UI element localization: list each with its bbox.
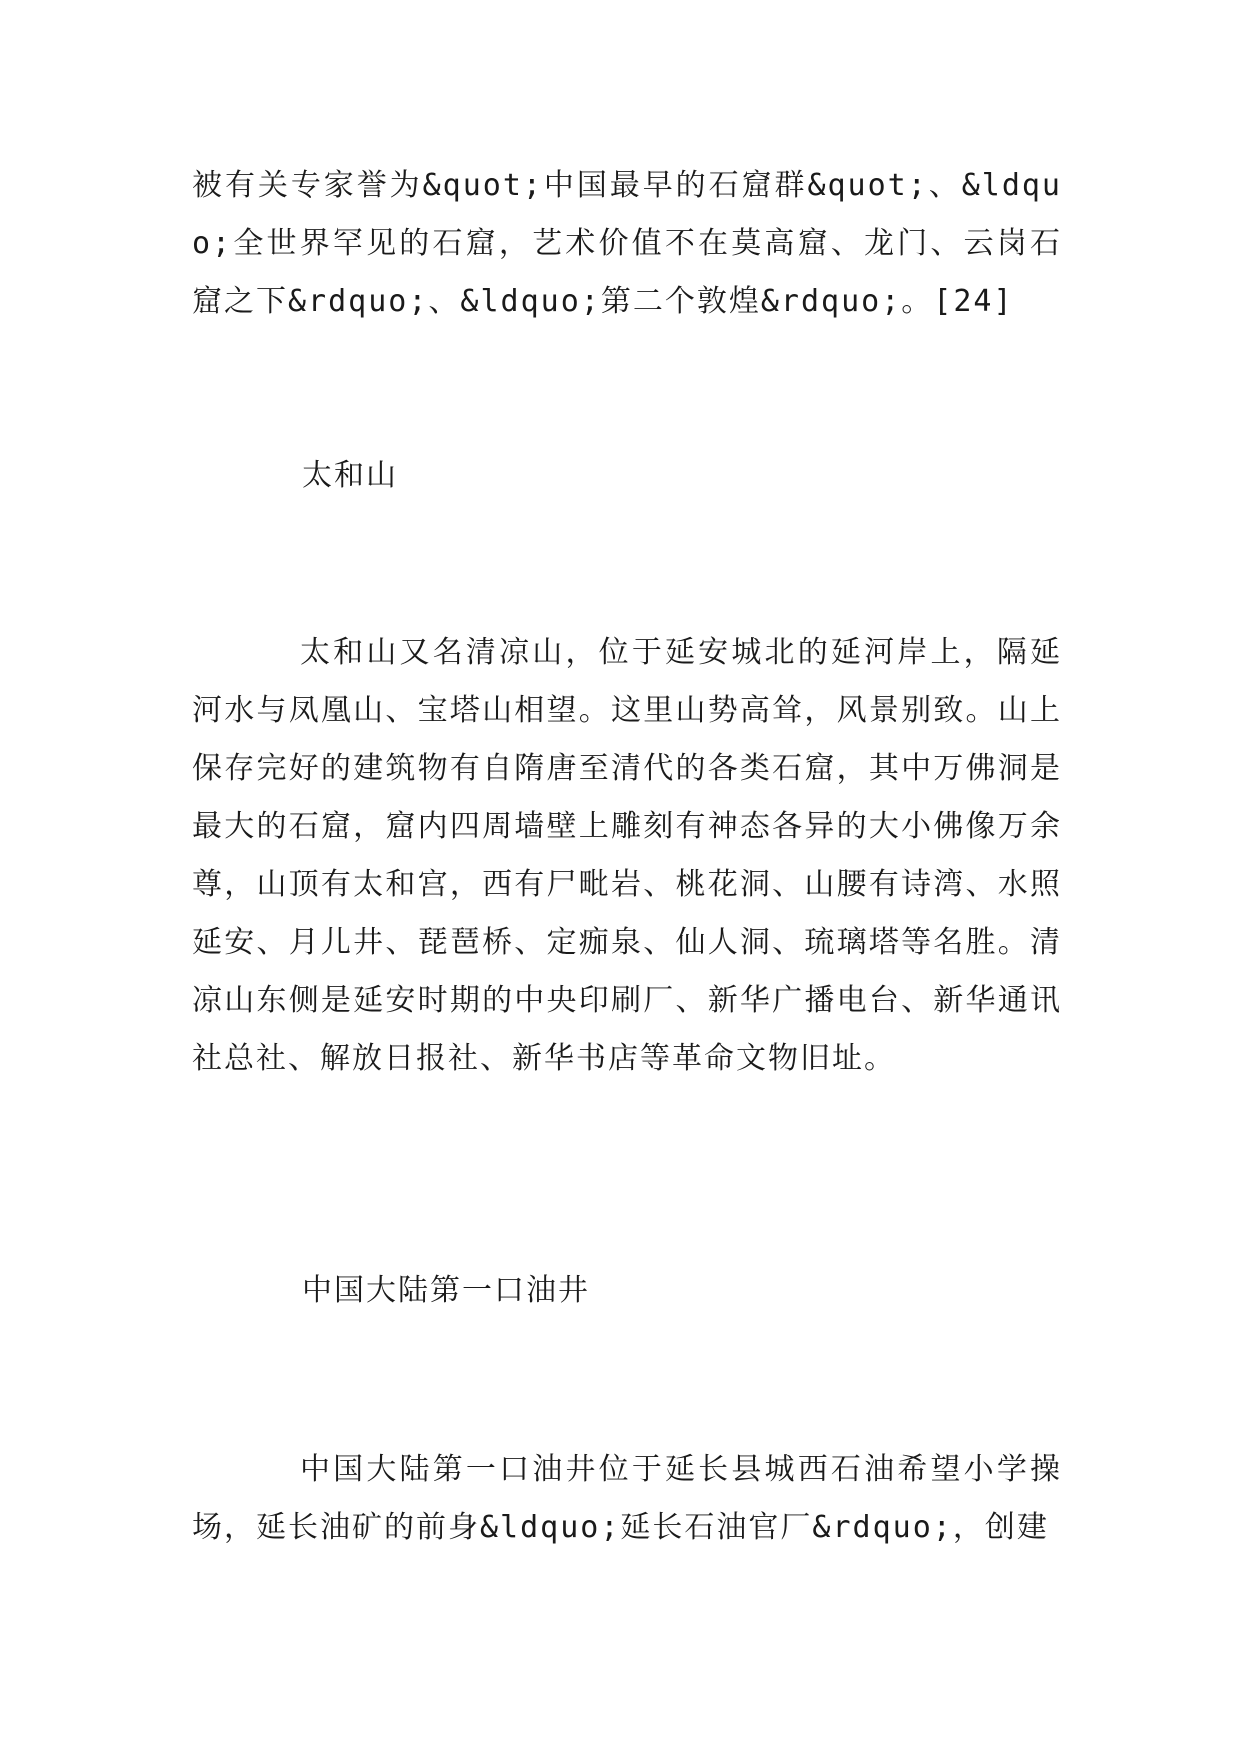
section-heading: 中国大陆第一口油井	[302, 1273, 590, 1308]
body-paragraph: 太和山又名清凉山，位于延安城北的延河岸上，隔延河水与凤凰山、宝塔山相望。这里山势高耸，风景别致。山上保存完好的建筑物有自隋唐至清代的各类石窟，其中万佛洞是最大的石窟，窟内四周墙壁上雕刻有神态各异的大小佛像万余尊，山顶有太和宫，西有尸毗岩、桃花洞、山腰有诗湾、水照延安、月儿井、琵琶桥、定痂泉、仙人洞、琉璃塔等名胜。清凉山东侧是延安时期的中央印刷厂、新华广播电台、新华通讯社总社、解放日报社、新华书店等革命文物旧址。	[192, 635, 1062, 1076]
body-paragraph: 被有关专家誉为&quot;中国最早的石窟群&quot;、&ldquo;全世界罕见的石窟，艺术价值不在莫高窟、龙门、云岗石窟之下&rdquo;、&ldquo;第二个敦煌&rdquo;。[24]	[192, 168, 1062, 319]
section-heading: 太和山	[302, 458, 398, 493]
body-paragraph: 中国大陆第一口油井位于延长县城西石油希望小学操场，延长油矿的前身&ldquo;延长石油官厂&rdquo;，创建	[192, 1452, 1062, 1545]
